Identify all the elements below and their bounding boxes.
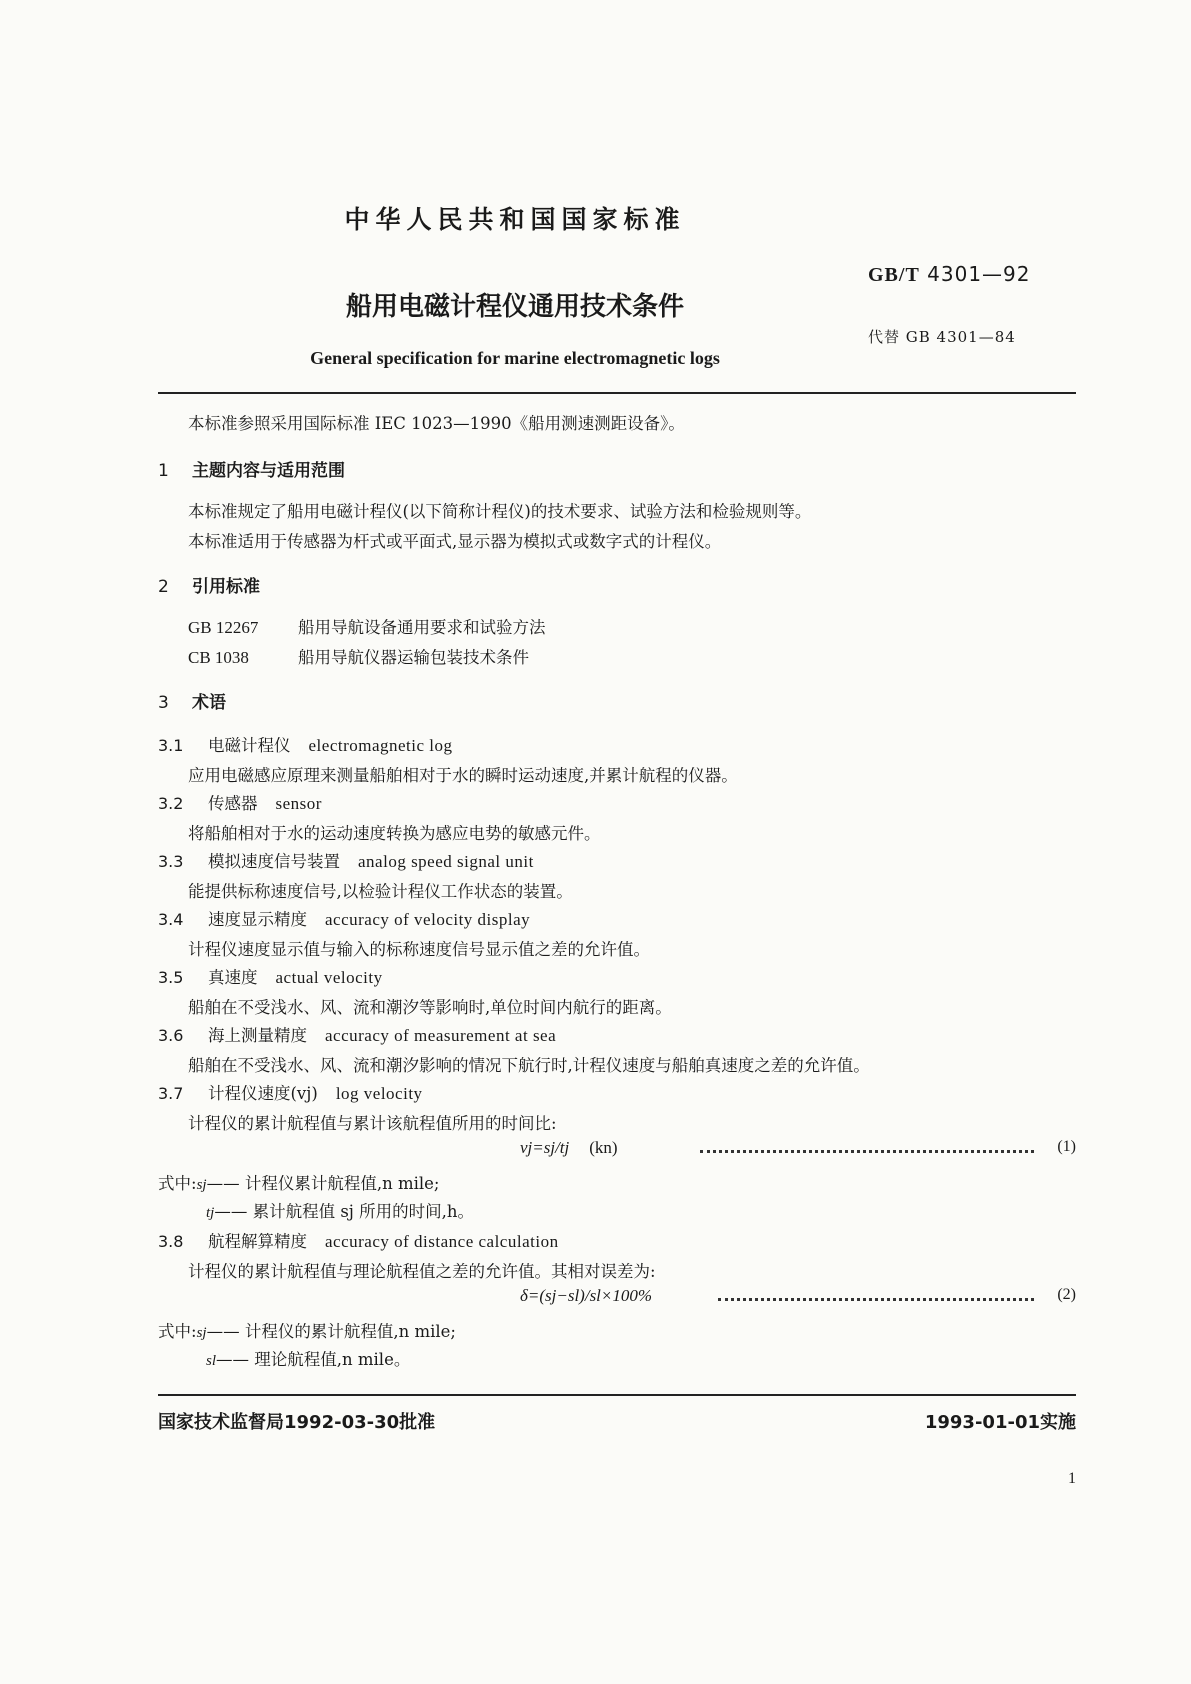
term-number: 3.2	[158, 794, 184, 813]
standard-code	[868, 262, 1031, 287]
term-english: actual velocity	[275, 968, 383, 987]
where-text: —— 累计航程值 sj 所用的时间,h。	[214, 1202, 475, 1221]
where-symbol: tj	[206, 1205, 215, 1221]
term-english: accuracy of velocity display	[325, 910, 531, 929]
reference-title: 船用导航仪器运输包装技术条件	[298, 648, 529, 667]
formula-1-expr: vj=sj/tj	[520, 1138, 570, 1157]
intro-paragraph: 本标准参照采用国际标准 IEC 1023—1990《船用测速测距设备》。	[188, 414, 685, 433]
formula-1-expression	[520, 1138, 618, 1158]
term-definition: 船舶在不受浅水、风、流和潮汐等影响时,单位时间内航行的距离。	[188, 998, 672, 1017]
term-english: accuracy of distance calculation	[325, 1232, 559, 1251]
section-2-number: 2	[158, 577, 169, 597]
term-number: 3.4	[158, 910, 184, 929]
formula-2-expression: δ=(sj−sl)/sl×100%	[520, 1286, 653, 1305]
reference-code: CB 1038	[188, 648, 249, 667]
term-heading	[158, 1080, 423, 1104]
where-text: —— 计程仪的累计航程值,n mile;	[206, 1322, 456, 1341]
section-1-heading	[158, 456, 345, 481]
term-english: accuracy of measurement at sea	[325, 1026, 557, 1045]
term-heading	[158, 732, 453, 756]
term-heading	[158, 1228, 559, 1252]
where-text: —— 计程仪累计航程值,n mile;	[206, 1174, 440, 1193]
formula-2	[158, 1286, 1076, 1310]
page-number: 1	[1068, 1470, 1076, 1487]
term-chinese: 海上测量精度	[208, 1026, 307, 1045]
formula-2-number: (2)	[1057, 1286, 1076, 1303]
where-prefix: 式中:	[158, 1174, 197, 1193]
where-prefix: 式中:	[158, 1322, 197, 1341]
formula-1	[158, 1138, 1076, 1162]
section-3-heading	[158, 688, 226, 713]
term-chinese: 速度显示精度	[208, 910, 307, 929]
term-definition: 计程仪速度显示值与输入的标称速度信号显示值之差的允许值。	[188, 940, 650, 959]
term-number: 3.1	[158, 736, 184, 755]
section-1-number: 1	[158, 461, 169, 481]
term-chinese: 计程仪速度(vj)	[208, 1084, 318, 1103]
where-symbol: sj	[196, 1325, 207, 1341]
where-symbol: sj	[196, 1177, 207, 1193]
term-definition: 计程仪的累计航程值与理论航程值之差的允许值。其相对误差为:	[188, 1262, 656, 1281]
top-rule	[158, 392, 1076, 394]
formula-1-unit: (kn)	[589, 1138, 618, 1157]
term-number: 3.8	[158, 1232, 184, 1251]
section-1-title: 主题内容与适用范围	[192, 461, 345, 481]
term-chinese: 电磁计程仪	[208, 736, 291, 755]
approval-date: 国家技术监督局1992-03-30批准	[158, 1412, 436, 1433]
title-chinese: 船用电磁计程仪通用技术条件	[345, 292, 684, 322]
where-text: —— 理论航程值,n mile。	[216, 1350, 411, 1369]
formula-2-where-line	[206, 1346, 410, 1370]
term-chinese: 传感器	[208, 794, 258, 813]
section-1-para-2: 本标准适用于传感器为杆式或平面式,显示器为模拟式或数字式的计程仪。	[188, 532, 722, 551]
section-3-title: 术语	[192, 693, 226, 713]
national-standard-header: 中华人民共和国国家标准	[344, 205, 686, 234]
reference-title: 船用导航设备通用要求和试验方法	[298, 618, 546, 637]
term-english: log velocity	[335, 1084, 423, 1103]
formula-1-where-line	[158, 1170, 439, 1194]
section-3-number: 3	[158, 693, 169, 713]
term-chinese: 真速度	[208, 968, 258, 987]
term-definition: 应用电磁感应原理来测量船舶相对于水的瞬时运动速度,并累计航程的仪器。	[188, 766, 738, 785]
reference-code: GB 12267	[188, 618, 259, 637]
formula-2-leader-dots	[718, 1298, 1034, 1301]
reference-item	[188, 644, 529, 668]
section-1-para-1: 本标准规定了船用电磁计程仪(以下简称计程仪)的技术要求、试验方法和检验规则等。	[188, 502, 812, 521]
term-heading	[158, 790, 322, 814]
effective-date: 1993-01-01实施	[924, 1412, 1076, 1433]
formula-1-leader-dots	[700, 1150, 1034, 1153]
where-symbol: sl	[206, 1353, 217, 1369]
term-number: 3.3	[158, 852, 184, 871]
term-heading	[158, 906, 530, 930]
term-english: sensor	[275, 794, 322, 813]
term-heading	[158, 1022, 556, 1046]
term-number: 3.5	[158, 968, 184, 987]
formula-1-number: (1)	[1057, 1138, 1076, 1155]
formula-2-where-line	[158, 1318, 456, 1342]
term-heading	[158, 848, 534, 872]
term-number: 3.6	[158, 1026, 184, 1045]
term-heading	[158, 964, 383, 988]
term-definition: 船舶在不受浅水、风、流和潮汐影响的情况下航行时,计程仪速度与船舶真速度之差的允许值。	[188, 1056, 870, 1075]
formula-1-where-line	[206, 1198, 474, 1222]
term-definition: 将船舶相对于水的运动速度转换为感应电势的敏感元件。	[188, 824, 601, 843]
term-chinese: 模拟速度信号装置	[208, 852, 340, 871]
term-chinese: 航程解算精度	[208, 1232, 307, 1251]
bottom-rule	[158, 1394, 1076, 1396]
reference-item	[188, 614, 546, 638]
term-number: 3.7	[158, 1084, 184, 1103]
section-2-title: 引用标准	[192, 577, 260, 597]
term-definition: 计程仪的累计航程值与累计该航程值所用的时间比:	[188, 1114, 557, 1133]
standard-code-number: 4301—92	[927, 262, 1031, 286]
section-2-heading	[158, 572, 260, 597]
standard-code-prefix: GB/T	[868, 264, 920, 286]
term-english: analog speed signal unit	[358, 852, 534, 871]
replaces-note: 代替 GB 4301—84	[868, 328, 1016, 346]
term-definition: 能提供标称速度信号,以检验计程仪工作状态的装置。	[188, 882, 573, 901]
term-english: electromagnetic log	[308, 736, 453, 755]
title-english: General specification for marine electromagnetic logs	[310, 348, 720, 368]
